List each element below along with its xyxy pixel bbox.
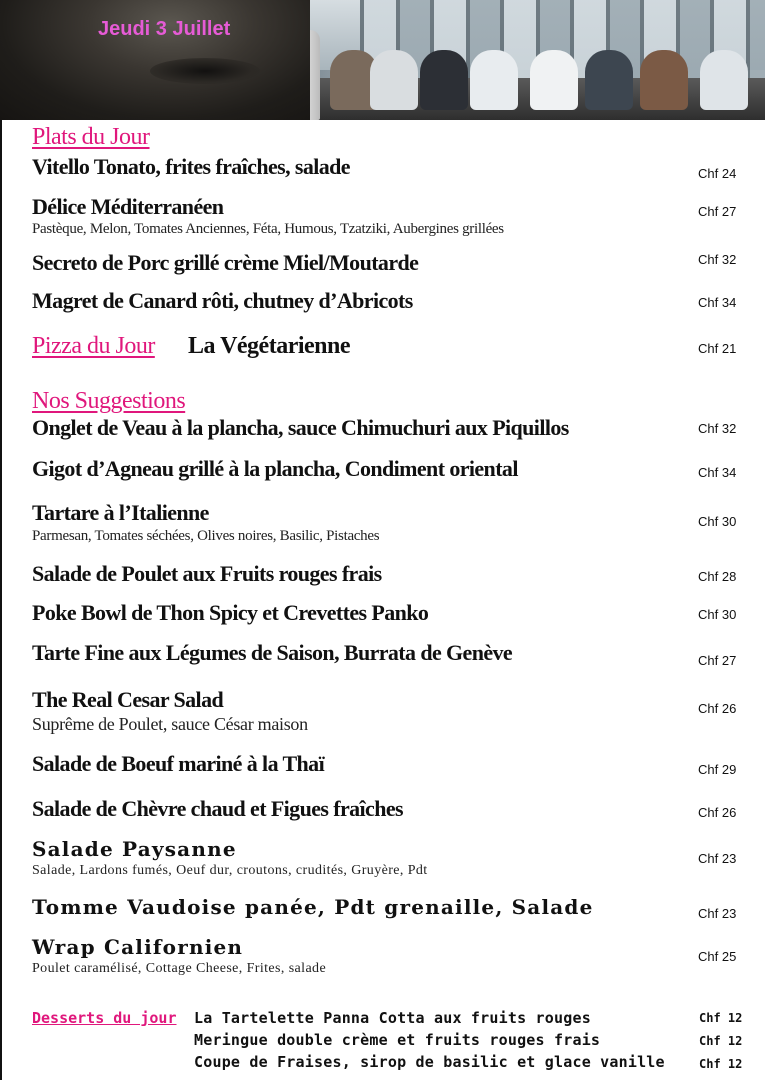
suggestion-name: Tomme Vaudoise panée, Pdt grenaille, Salade [32,895,594,919]
suggestion-price: Chf 26 [698,805,737,820]
menu-date: Jeudi 3 Juillet [98,18,231,40]
suggestion-price: Chf 34 [698,465,737,480]
plat-price: Chf 27 [698,204,737,219]
dessert-price: Chf 12 [699,1057,743,1071]
suggestion-price: Chf 23 [698,851,737,866]
suggestion-desc: Suprême de Poulet, sauce César maison [32,714,308,734]
suggestion-name: Gigot d’Agneau grillé à la plancha, Condiment oriental [32,456,518,481]
suggestion-price: Chf 29 [698,762,737,777]
suggestion-name: Tarte Fine aux Légumes de Saison, Burrata de Genève [32,640,513,665]
suggestion-name: Salade de Boeuf mariné à la Thaï [32,751,325,776]
suggestion-desc: Poulet caramélisé, Cottage Cheese, Frites, salade [32,961,327,976]
suggestion-desc: Salade, Lardons fumés, Oeuf dur, croutons, crudités, Gruyère, Pdt [32,863,428,878]
suggestion-name: The Real Cesar Salad [32,687,224,712]
terrace-diners [330,40,765,110]
dessert-name: Coupe de Fraises, sirop de basilic et glace vanille [194,1053,665,1071]
suggestion-price: Chf 28 [698,569,737,584]
plat-price: Chf 34 [698,295,737,310]
plat-desc: Pastèque, Melon, Tomates Anciennes, Féta, Humous, Tzatziki, Aubergines grillées [32,221,504,237]
suggestion-name: Salade de Poulet aux Fruits rouges frais [32,561,382,586]
desserts-title: Desserts du jour [32,1009,177,1027]
suggestion-price: Chf 30 [698,514,737,529]
suggestion-name: Wrap Californien [32,935,244,959]
pizza-title: Pizza du Jour [32,333,155,359]
suggestion-name: Salade Paysanne [32,837,237,861]
dessert-name: La Tartelette Panna Cotta aux fruits rouges [194,1009,591,1027]
plat-name: Vitello Tonato, frites fraîches, salade [32,154,350,179]
plat-price: Chf 24 [698,166,737,181]
statue-eye [150,58,260,84]
suggestion-name: Tartare à l’Italienne [32,500,209,525]
pizza-price: Chf 21 [698,341,737,356]
plat-name: Secreto de Porc grillé crème Miel/Moutarde [32,250,419,275]
plats-title: Plats du Jour [32,124,150,150]
suggestion-price: Chf 32 [698,421,737,436]
menu-body [0,120,765,1080]
plat-name: Magret de Canard rôti, chutney d’Abricots [32,288,413,313]
dessert-price: Chf 12 [699,1034,743,1048]
suggestion-desc: Parmesan, Tomates séchées, Olives noires, Basilic, Pistaches [32,528,380,544]
suggestion-price: Chf 25 [698,949,737,964]
suggestion-name: Salade de Chèvre chaud et Figues fraîches [32,796,403,821]
suggestion-name: Onglet de Veau à la plancha, sauce Chimuchuri aux Piquillos [32,415,569,440]
suggestion-name: Poke Bowl de Thon Spicy et Crevettes Panko [32,600,429,625]
pizza-name: La Végétarienne [188,333,351,359]
suggestions-title: Nos Suggestions [32,388,186,414]
dessert-name: Meringue double crème et fruits rouges frais [194,1031,601,1049]
suggestion-price: Chf 26 [698,701,737,716]
plat-price: Chf 32 [698,252,737,267]
plat-name: Délice Méditerranéen [32,194,224,219]
suggestion-price: Chf 27 [698,653,737,668]
dessert-price: Chf 12 [699,1011,743,1025]
suggestion-price: Chf 30 [698,607,737,622]
suggestion-price: Chf 23 [698,906,737,921]
